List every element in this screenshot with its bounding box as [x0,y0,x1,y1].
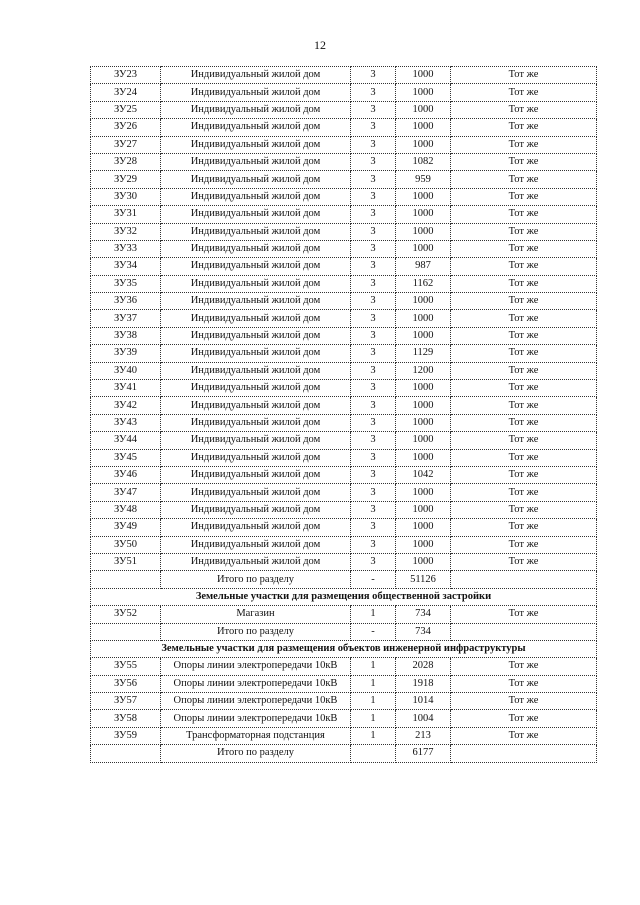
table-row [91,67,597,84]
plot-note-cell: Тот же [451,536,597,553]
plot-area-cell: 1000 [396,67,451,84]
plot-purpose-cell: Индивидуальный жилой дом [161,67,351,84]
empty-cell [451,623,597,640]
subtotal-row [91,745,597,762]
table-row [91,658,597,675]
table-row [91,362,597,379]
plot-area-cell: 1000 [396,327,451,344]
plot-note-cell: Тот же [451,362,597,379]
plot-note-cell: Тот же [451,675,597,692]
plot-code-cell: ЗУ30 [91,188,161,205]
plot-code-cell: ЗУ40 [91,362,161,379]
page-number: 12 [314,38,326,52]
plot-area-cell: 1000 [396,136,451,153]
plot-class-cell: 3 [351,293,396,310]
plot-code-cell: ЗУ28 [91,153,161,170]
plot-note-cell: Тот же [451,380,597,397]
table-row [91,727,597,744]
plot-purpose-cell: Опоры линии электропередачи 10кВ [161,658,351,675]
plot-class-cell: 3 [351,310,396,327]
table-row [91,293,597,310]
plot-area-cell: 1000 [396,84,451,101]
table-row [91,414,597,431]
table-row [91,119,597,136]
plot-note-cell: Тот же [451,153,597,170]
plot-code-cell: ЗУ31 [91,206,161,223]
plot-area-cell: 2028 [396,658,451,675]
plot-purpose-cell: Опоры линии электропередачи 10кВ [161,710,351,727]
plot-code-cell: ЗУ27 [91,136,161,153]
subtotal-class: - [351,623,396,640]
plot-note-cell: Тот же [451,501,597,518]
plot-area-cell: 1918 [396,675,451,692]
plot-class-cell: 3 [351,171,396,188]
plot-class-cell: 3 [351,553,396,570]
table-row [91,449,597,466]
plot-note-cell: Тот же [451,258,597,275]
plot-purpose-cell: Индивидуальный жилой дом [161,380,351,397]
plot-area-cell: 1000 [396,240,451,257]
plot-purpose-cell: Индивидуальный жилой дом [161,449,351,466]
plot-class-cell: 1 [351,693,396,710]
plot-note-cell: Тот же [451,327,597,344]
plot-note-cell: Тот же [451,606,597,623]
plot-class-cell: 3 [351,206,396,223]
plot-area-cell: 1000 [396,293,451,310]
table-row [91,501,597,518]
subtotal-area: 51126 [396,571,451,588]
plot-class-cell: 3 [351,119,396,136]
section-heading-row [91,588,597,605]
table-row [91,693,597,710]
table-row [91,136,597,153]
plot-area-cell: 1000 [396,536,451,553]
plot-area-cell: 734 [396,606,451,623]
plot-area-cell: 1000 [396,397,451,414]
plot-purpose-cell: Трансформаторная подстанция [161,727,351,744]
table-row [91,223,597,240]
plot-code-cell: ЗУ59 [91,727,161,744]
subtotal-row [91,623,597,640]
plot-area-cell: 1000 [396,188,451,205]
plot-purpose-cell: Индивидуальный жилой дом [161,84,351,101]
plot-purpose-cell: Индивидуальный жилой дом [161,484,351,501]
plot-code-cell: ЗУ56 [91,675,161,692]
plot-class-cell: 1 [351,658,396,675]
plot-class-cell: 3 [351,327,396,344]
plot-area-cell: 1004 [396,710,451,727]
plot-purpose-cell: Индивидуальный жилой дом [161,310,351,327]
plot-purpose-cell: Индивидуальный жилой дом [161,432,351,449]
plot-purpose-cell: Индивидуальный жилой дом [161,536,351,553]
plot-note-cell: Тот же [451,345,597,362]
plot-class-cell: 3 [351,519,396,536]
subtotal-class [351,745,396,762]
plot-note-cell: Тот же [451,432,597,449]
plot-code-cell: ЗУ57 [91,693,161,710]
subtotal-label: Итого по разделу [161,745,351,762]
plot-note-cell: Тот же [451,727,597,744]
plot-code-cell: ЗУ47 [91,484,161,501]
plot-purpose-cell: Индивидуальный жилой дом [161,119,351,136]
table-row [91,275,597,292]
plot-code-cell: ЗУ48 [91,501,161,518]
plot-purpose-cell: Индивидуальный жилой дом [161,101,351,118]
plot-note-cell: Тот же [451,310,597,327]
subtotal-label: Итого по разделу [161,623,351,640]
plot-note-cell: Тот же [451,710,597,727]
plot-area-cell: 1000 [396,119,451,136]
plot-note-cell: Тот же [451,553,597,570]
plot-area-cell: 987 [396,258,451,275]
plot-purpose-cell: Индивидуальный жилой дом [161,397,351,414]
plot-purpose-cell: Опоры линии электропередачи 10кВ [161,675,351,692]
plot-purpose-cell: Индивидуальный жилой дом [161,501,351,518]
table-row [91,710,597,727]
plot-area-cell: 1200 [396,362,451,379]
plot-code-cell: ЗУ29 [91,171,161,188]
plot-area-cell: 1129 [396,345,451,362]
plot-purpose-cell: Индивидуальный жилой дом [161,223,351,240]
plot-purpose-cell: Магазин [161,606,351,623]
plot-code-cell: ЗУ41 [91,380,161,397]
plot-note-cell: Тот же [451,206,597,223]
plot-code-cell: ЗУ49 [91,519,161,536]
plot-purpose-cell: Индивидуальный жилой дом [161,553,351,570]
table-row [91,675,597,692]
plot-class-cell: 3 [351,240,396,257]
plot-area-cell: 1000 [396,380,451,397]
plot-area-cell: 1000 [396,101,451,118]
plot-purpose-cell: Индивидуальный жилой дом [161,414,351,431]
plot-code-cell: ЗУ38 [91,327,161,344]
plot-code-cell: ЗУ39 [91,345,161,362]
plot-code-cell: ЗУ37 [91,310,161,327]
plot-purpose-cell: Индивидуальный жилой дом [161,136,351,153]
plot-class-cell: 3 [351,432,396,449]
subtotal-row [91,571,597,588]
plot-class-cell: 3 [351,275,396,292]
plot-class-cell: 3 [351,67,396,84]
plot-note-cell: Тот же [451,519,597,536]
plot-class-cell: 3 [351,84,396,101]
plot-note-cell: Тот же [451,188,597,205]
plot-class-cell: 3 [351,362,396,379]
table-row [91,536,597,553]
plot-area-cell: 1000 [396,206,451,223]
section-heading-row [91,640,597,657]
plot-note-cell: Тот же [451,658,597,675]
plot-class-cell: 3 [351,223,396,240]
plot-area-cell: 1000 [396,553,451,570]
plot-note-cell: Тот же [451,67,597,84]
plot-purpose-cell: Индивидуальный жилой дом [161,519,351,536]
plot-purpose-cell: Индивидуальный жилой дом [161,171,351,188]
plot-area-cell: 213 [396,727,451,744]
table-row [91,240,597,257]
table-row [91,466,597,483]
plot-class-cell: 3 [351,258,396,275]
plot-code-cell: ЗУ35 [91,275,161,292]
table-row [91,345,597,362]
plot-area-cell: 1082 [396,153,451,170]
plot-class-cell: 3 [351,414,396,431]
plot-area-cell: 1000 [396,414,451,431]
plot-code-cell: ЗУ44 [91,432,161,449]
plot-area-cell: 1000 [396,484,451,501]
empty-cell [451,571,597,588]
plot-class-cell: 3 [351,484,396,501]
plot-class-cell: 3 [351,188,396,205]
table-row [91,380,597,397]
plot-note-cell: Тот же [451,84,597,101]
plot-code-cell: ЗУ51 [91,553,161,570]
plot-class-cell: 3 [351,380,396,397]
empty-cell [91,571,161,588]
table-row [91,206,597,223]
plot-class-cell: 3 [351,101,396,118]
plot-area-cell: 1000 [396,449,451,466]
table-row [91,258,597,275]
plot-note-cell: Тот же [451,240,597,257]
plot-class-cell: 3 [351,501,396,518]
plot-note-cell: Тот же [451,693,597,710]
plot-class-cell: 1 [351,675,396,692]
plot-area-cell: 1162 [396,275,451,292]
plot-purpose-cell: Индивидуальный жилой дом [161,206,351,223]
plot-purpose-cell: Индивидуальный жилой дом [161,293,351,310]
plot-class-cell: 3 [351,397,396,414]
plot-class-cell: 3 [351,136,396,153]
table-row [91,484,597,501]
plot-code-cell: ЗУ24 [91,84,161,101]
subtotal-area: 6177 [396,745,451,762]
plot-code-cell: ЗУ36 [91,293,161,310]
plot-code-cell: ЗУ46 [91,466,161,483]
plot-purpose-cell: Индивидуальный жилой дом [161,240,351,257]
subtotal-label: Итого по разделу [161,571,351,588]
plot-purpose-cell: Индивидуальный жилой дом [161,275,351,292]
plot-class-cell: 3 [351,536,396,553]
plot-code-cell: ЗУ26 [91,119,161,136]
plot-note-cell: Тот же [451,414,597,431]
plot-note-cell: Тот же [451,484,597,501]
plot-code-cell: ЗУ50 [91,536,161,553]
empty-cell [451,745,597,762]
plot-note-cell: Тот же [451,466,597,483]
plot-note-cell: Тот же [451,397,597,414]
plot-area-cell: 959 [396,171,451,188]
table-row [91,153,597,170]
plot-purpose-cell: Индивидуальный жилой дом [161,362,351,379]
plot-code-cell: ЗУ58 [91,710,161,727]
plot-note-cell: Тот же [451,101,597,118]
table-row [91,432,597,449]
plot-area-cell: 1000 [396,223,451,240]
plot-code-cell: ЗУ52 [91,606,161,623]
table-row [91,310,597,327]
plot-code-cell: ЗУ42 [91,397,161,414]
table-row [91,553,597,570]
plot-code-cell: ЗУ32 [91,223,161,240]
plot-area-cell: 1000 [396,310,451,327]
subtotal-class: - [351,571,396,588]
subtotal-area: 734 [396,623,451,640]
table-row [91,171,597,188]
plot-code-cell: ЗУ23 [91,67,161,84]
plot-purpose-cell: Индивидуальный жилой дом [161,466,351,483]
table-row [91,188,597,205]
table-row [91,606,597,623]
plot-purpose-cell: Индивидуальный жилой дом [161,188,351,205]
land-plots-table [90,66,597,763]
plot-class-cell: 3 [351,466,396,483]
plot-area-cell: 1014 [396,693,451,710]
plot-note-cell: Тот же [451,275,597,292]
table-row [91,101,597,118]
plot-code-cell: ЗУ34 [91,258,161,275]
plot-area-cell: 1042 [396,466,451,483]
plot-purpose-cell: Индивидуальный жилой дом [161,345,351,362]
empty-cell [91,623,161,640]
plot-code-cell: ЗУ33 [91,240,161,257]
plot-area-cell: 1000 [396,501,451,518]
empty-cell [91,745,161,762]
table-row [91,397,597,414]
plot-class-cell: 1 [351,727,396,744]
plot-code-cell: ЗУ25 [91,101,161,118]
plot-note-cell: Тот же [451,293,597,310]
plot-note-cell: Тот же [451,136,597,153]
plot-note-cell: Тот же [451,119,597,136]
plot-area-cell: 1000 [396,519,451,536]
table-row [91,327,597,344]
section-heading: Земельные участки для размещения объектов инженерной инфраструктуры [91,640,597,657]
table-row [91,519,597,536]
section-heading: Земельные участки для размещения общественной застройки [91,588,597,605]
plot-class-cell: 1 [351,606,396,623]
plot-purpose-cell: Индивидуальный жилой дом [161,327,351,344]
plot-class-cell: 3 [351,153,396,170]
plot-purpose-cell: Опоры линии электропередачи 10кВ [161,693,351,710]
plot-note-cell: Тот же [451,171,597,188]
table-row [91,84,597,101]
plot-note-cell: Тот же [451,449,597,466]
plot-code-cell: ЗУ45 [91,449,161,466]
plot-note-cell: Тот же [451,223,597,240]
plot-class-cell: 1 [351,710,396,727]
plot-code-cell: ЗУ43 [91,414,161,431]
plot-class-cell: 3 [351,345,396,362]
plot-class-cell: 3 [351,449,396,466]
plot-purpose-cell: Индивидуальный жилой дом [161,153,351,170]
plot-purpose-cell: Индивидуальный жилой дом [161,258,351,275]
plot-code-cell: ЗУ55 [91,658,161,675]
plot-area-cell: 1000 [396,432,451,449]
